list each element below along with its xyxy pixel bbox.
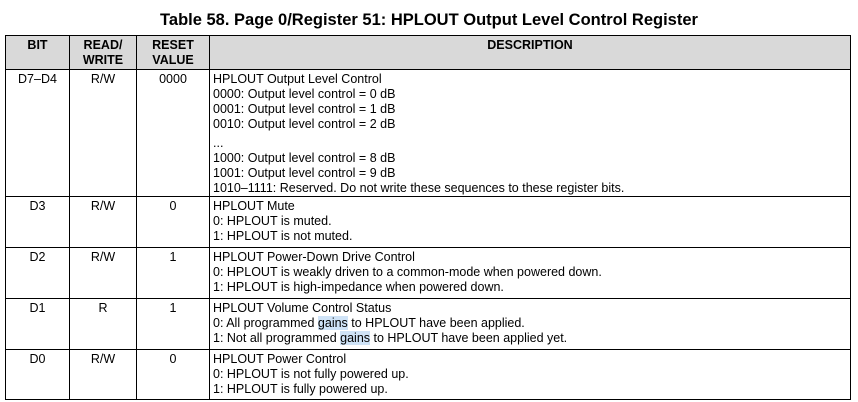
table-header-row bbox=[6, 36, 851, 70]
cell-read-write: R/W bbox=[70, 197, 137, 248]
cell-read-write: R/W bbox=[70, 350, 137, 400]
table-row bbox=[6, 248, 851, 299]
description-line: 0: HPLOUT is weakly driven to a common-mode when powered down. bbox=[213, 265, 602, 279]
description-line: 0: HPLOUT is not fully powered up. bbox=[213, 367, 409, 381]
header-read-write: READ/ WRITE bbox=[70, 36, 137, 70]
table-row bbox=[6, 299, 851, 350]
description-line: 1000: Output level control = 8 dB bbox=[213, 151, 396, 165]
cell-bit: D0 bbox=[6, 350, 70, 400]
table-row bbox=[6, 197, 851, 248]
description-line: HPLOUT Volume Control Status bbox=[213, 301, 392, 315]
cell-description bbox=[210, 299, 851, 350]
description-line: 0: HPLOUT is muted. bbox=[213, 214, 332, 228]
description-line: 1001: Output level control = 9 dB bbox=[213, 166, 396, 180]
description-line: 1: HPLOUT is fully powered up. bbox=[213, 382, 388, 396]
cell-bit: D1 bbox=[6, 299, 70, 350]
description-line: ... bbox=[213, 136, 224, 150]
description-line: 1: HPLOUT is high-impedance when powered down. bbox=[213, 280, 504, 294]
header-bit: BIT bbox=[6, 36, 70, 70]
table-row bbox=[6, 350, 851, 400]
description-line: HPLOUT Output Level Control bbox=[213, 72, 382, 86]
cell-reset-value: 0 bbox=[137, 197, 210, 248]
header-description: DESCRIPTION bbox=[210, 36, 851, 70]
cell-description bbox=[210, 197, 851, 248]
cell-description bbox=[210, 248, 851, 299]
description-line: 1: HPLOUT is not muted. bbox=[213, 229, 353, 243]
description-line: 0001: Output level control = 1 dB bbox=[213, 102, 396, 116]
description-line: 1010–1111: Reserved. Do not write these sequences to these register bits. bbox=[213, 181, 625, 195]
selected-text: gains bbox=[317, 316, 348, 330]
cell-bit: D7–D4 bbox=[6, 70, 70, 197]
cell-reset-value: 0000 bbox=[137, 70, 210, 197]
table-row bbox=[6, 70, 851, 197]
table-title: Table 58. Page 0/Register 51: HPLOUT Output Level Control Register bbox=[160, 11, 698, 29]
register-table bbox=[5, 35, 851, 400]
cell-bit: D3 bbox=[6, 197, 70, 248]
cell-reset-value: 0 bbox=[137, 350, 210, 400]
header-reset-value: RESET VALUE bbox=[137, 36, 210, 70]
cell-read-write: R bbox=[70, 299, 137, 350]
cell-read-write: R/W bbox=[70, 248, 137, 299]
description-line: HPLOUT Mute bbox=[213, 199, 295, 213]
description-line: HPLOUT Power-Down Drive Control bbox=[213, 250, 415, 264]
cell-bit: D2 bbox=[6, 248, 70, 299]
description-line: HPLOUT Power Control bbox=[213, 352, 347, 366]
selected-text: gains bbox=[340, 331, 371, 345]
description-line: 1: Not all programmed gains to HPLOUT have been applied yet. bbox=[213, 331, 568, 345]
description-line: 0010: Output level control = 2 dB bbox=[213, 117, 396, 131]
cell-description bbox=[210, 70, 851, 197]
description-line: 0000: Output level control = 0 dB bbox=[213, 87, 396, 101]
cell-reset-value: 1 bbox=[137, 299, 210, 350]
description-line: 0: All programmed gains to HPLOUT have been applied. bbox=[213, 316, 525, 330]
cell-description bbox=[210, 350, 851, 400]
cell-reset-value: 1 bbox=[137, 248, 210, 299]
cell-read-write: R/W bbox=[70, 70, 137, 197]
